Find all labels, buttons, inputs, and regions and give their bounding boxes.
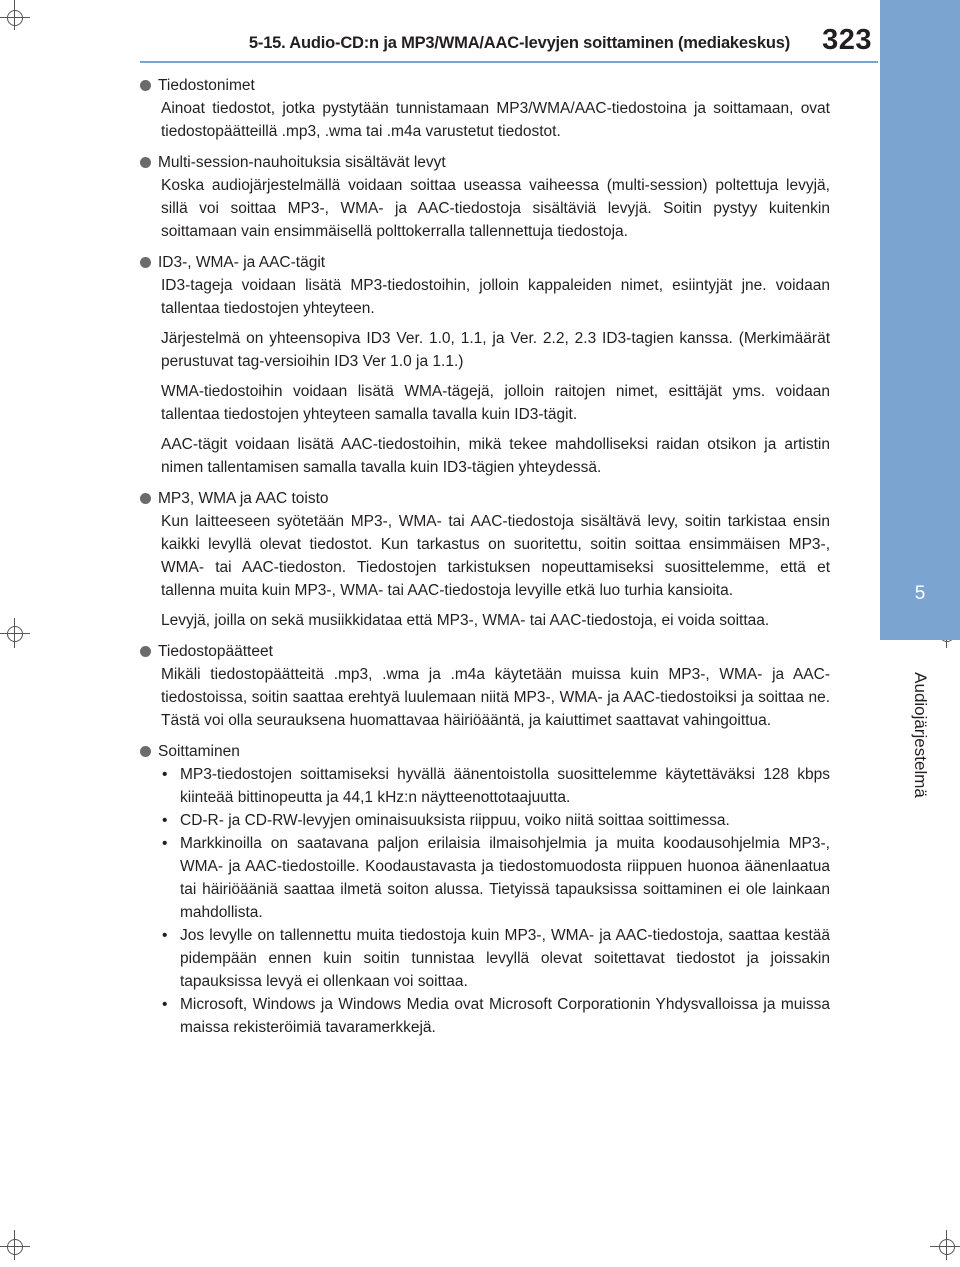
list-item <box>161 993 830 1039</box>
list-item-text: Markkinoilla on saatavana paljon erilaisia ilmaisohjelmia ja muita koodausohjelmia MP3-, WMA- ja AAC-tiedostoille. Koodaustavasta ja tiedostomuodosta riippuen huonoa äänenlaatua tai häiriöääniä saattaa ilmetä soiton alussa. Tietyissä tapauksissa soittaminen ei ole lainkaan mahdollista. <box>180 835 830 921</box>
section-title: 5-15. Audio-CD:n ja MP3/WMA/AAC-levyjen soittaminen (mediakeskus) <box>248 34 790 52</box>
section-file-extensions <box>140 640 830 732</box>
list-bullet: • <box>162 766 168 783</box>
paragraph: Koska audiojärjestelmällä voidaan soittaa useassa vaiheessa (multi-session) poltettuja levyjä, sillä voi soittaa MP3-, WMA- ja AAC-tiedostoja sisältäviä levyjä. Soitin pystyy kuitenkin soittamaan vain ensimmäisellä polttokerralla tallennettuja tiedostoja. <box>161 177 830 240</box>
section-heading: Tiedostopäätteet <box>158 643 273 660</box>
section-heading: MP3, WMA ja AAC toisto <box>158 490 329 507</box>
list-bullet: • <box>162 812 168 829</box>
paragraph: ID3-tageja voidaan lisätä MP3-tiedostoihin, jolloin kappaleiden nimet, esiintyjät jne. voidaan tallentaa tiedostojen yhteyteen. <box>161 277 830 317</box>
section-tiedostonimet <box>140 74 830 143</box>
list-item <box>161 924 830 993</box>
paragraph: AAC-tägit voidaan lisätä AAC-tiedostoihin, mikä tekee mahdolliseksi raidan otsikon ja artistin nimen tallentamisen samalla tavalla kuin ID3-tägien yhteydessä. <box>161 436 830 476</box>
paragraph: Mikäli tiedostopäätteitä .mp3, .wma ja .m4a käytetään muissa kuin MP3-, WMA- ja AAC-tiedostoissa, soitin saattaa erehtyä luulemaan niitä MP3-, WMA- ja AAC-tiedostoiksi ja soittaa ne. Tästä voi olla seurauksena huomattavaa häiriöääntä, ja kaiuttimet saattavat vahingoittua. <box>161 666 830 729</box>
bullet-icon <box>140 157 151 168</box>
bullet-icon <box>140 257 151 268</box>
list-item <box>161 832 830 924</box>
list-item-text: MP3-tiedostojen soittamiseksi hyvällä äänentoistolla suosittelemme käytettäväksi 128 kbps kiinteää bittinopeutta ja 44,1 kHz:n näytteenottotaajuutta. <box>180 766 830 806</box>
list-bullet: • <box>162 996 168 1013</box>
list-item <box>161 809 830 832</box>
paragraph: Levyjä, joilla on sekä musiikkidataa että MP3-, WMA- tai AAC-tiedostoja, ei voida soittaa. <box>161 612 770 629</box>
chapter-label: Audiojärjestelmä <box>911 672 930 798</box>
page-number: 323 <box>822 24 872 56</box>
paragraph: Ainoat tiedostot, jotka pystytään tunnistamaan MP3/WMA/AAC-tiedostoina ja soittamaan, ovat tiedostopäätteillä .mp3, .wma tai .m4a varustetut tiedostot. <box>161 100 830 140</box>
bullet-icon <box>140 493 151 504</box>
list-item-text: Jos levylle on tallennettu muita tiedostoja kuin MP3-, WMA- ja AAC-tiedostoja, saattaa kestää pidempään ennen kuin soitin tunnistaa levyllä olevat soitettavat tiedostot ja joissakin tapauksissa levyä ei ollenkaan voi soittaa. <box>180 927 830 990</box>
section-heading: Soittaminen <box>158 743 240 760</box>
note-list <box>161 763 830 1039</box>
section-soittaminen <box>140 740 830 1039</box>
section-heading: ID3-, WMA- ja AAC-tägit <box>158 254 326 271</box>
list-bullet: • <box>162 927 168 944</box>
page-header <box>0 24 878 58</box>
paragraph: Järjestelmä on yhteensopiva ID3 Ver. 1.0, 1.1, ja Ver. 2.2, 2.3 ID3-tagien kanssa. (Merkimäärät perustuvat tag-versioihin ID3 Ver 1.0 ja 1.1.) <box>161 330 830 370</box>
paragraph: WMA-tiedostoihin voidaan lisätä WMA-tägejä, jolloin raitojen nimet, esittäjät yms. voidaan tallentaa tiedostojen yhteyteen samalla tavalla kuin ID3-tägit. <box>161 383 830 423</box>
page-content <box>140 74 830 1047</box>
list-item-text: Microsoft, Windows ja Windows Media ovat Microsoft Corporationin Yhdysvalloissa ja muissa maissa rekisteröimiä tavaramerkkejä. <box>180 996 830 1036</box>
section-heading: Tiedostonimet <box>158 77 255 94</box>
header-rule <box>140 61 878 63</box>
chapter-tab <box>880 0 960 640</box>
section-multi-session <box>140 151 830 243</box>
section-tags <box>140 251 830 479</box>
list-item-text: CD-R- ja CD-RW-levyjen ominaisuuksista riippuu, voiko niitä soittaa soittimessa. <box>180 812 730 829</box>
section-playback <box>140 487 830 632</box>
bullet-icon <box>140 646 151 657</box>
section-heading: Multi-session-nauhoituksia sisältävät levyt <box>158 154 446 171</box>
list-item <box>161 763 830 809</box>
paragraph: Kun laitteeseen syötetään MP3-, WMA- tai AAC-tiedostoja sisältävä levy, soitin tarkistaa ensin kaikki levyllä olevat tiedostot. Kun tarkastus on suoritettu, soitin soittaa ensimmäisen MP3-, WMA- tai AAC-tiedoston. Tiedostojen tarkistuksen nopeuttamiseksi suosittelemme, että et tallenna muita kuin MP3-, WMA- tai AAC-tiedostoja levyille etkä luo turhia kansioita. <box>161 513 830 599</box>
chapter-number: 5 <box>914 583 926 604</box>
bullet-icon <box>140 80 151 91</box>
bullet-icon <box>140 746 151 757</box>
list-bullet: • <box>162 835 168 852</box>
